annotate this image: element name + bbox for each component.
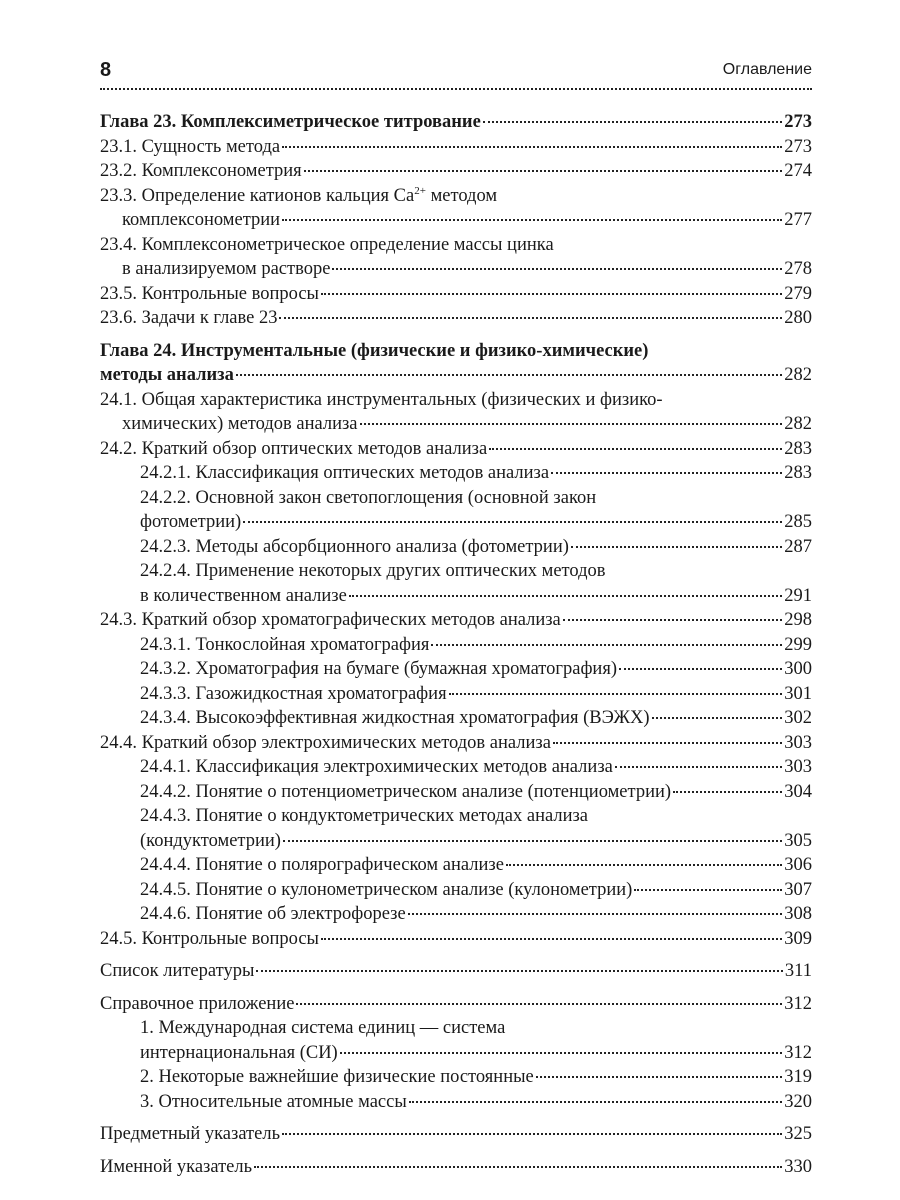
- toc-entry-page: 283: [784, 438, 812, 459]
- superscript-charge: 2+: [414, 184, 426, 197]
- toc-entry-title: Глава 23. Комплексиметрическое титрование: [100, 112, 481, 132]
- toc-appendix[interactable]: [100, 992, 812, 1017]
- dot-leader: [360, 423, 783, 425]
- toc-chapter-23[interactable]: [100, 110, 812, 135]
- toc-entry-page: 319: [784, 1067, 812, 1087]
- toc-entry-title: 24.4.6. Понятие об электрофорезе: [140, 904, 406, 924]
- toc-entry-title: 23.2. Комплексонометрия: [100, 161, 302, 181]
- toc-bibliography[interactable]: [100, 959, 812, 984]
- toc-section-24-4-5[interactable]: [100, 878, 812, 903]
- toc-section-24-2-3[interactable]: [100, 535, 812, 560]
- toc-entry-title-line2: в количественном анализе: [140, 585, 347, 606]
- toc-entry-page: 306: [784, 855, 812, 875]
- table-of-contents: [100, 110, 812, 1179]
- toc-section-23-1[interactable]: [100, 135, 812, 160]
- dot-leader: [283, 840, 782, 842]
- toc-entry-page: 330: [784, 1156, 812, 1177]
- toc-section-24-2-2[interactable]: [100, 486, 812, 535]
- toc-entry-title: 24.2.3. Методы абсорбционного анализа (фотометрии): [140, 536, 569, 557]
- dot-leader: [431, 644, 782, 646]
- toc-entry-title-line2: (кондуктометрии): [140, 830, 281, 851]
- dot-leader: [615, 766, 782, 768]
- dot-leader: [536, 1076, 783, 1078]
- dot-leader: [349, 595, 782, 597]
- toc-section-24-4-2[interactable]: [100, 780, 812, 805]
- toc-entry-page: 303: [784, 757, 812, 777]
- toc-entry-page: 287: [784, 536, 812, 557]
- dot-leader: [243, 521, 782, 523]
- toc-entry-page: 277: [784, 210, 812, 230]
- dot-leader: [652, 717, 783, 719]
- toc-entry-page: 274: [784, 161, 812, 181]
- dot-leader: [321, 293, 782, 295]
- toc-appendix-1[interactable]: [100, 1016, 812, 1065]
- toc-entry-title: 24.3. Краткий обзор хроматографических методов анализа: [100, 610, 561, 630]
- toc-entry-page: 285: [784, 512, 812, 532]
- toc-entry-page: 312: [784, 993, 812, 1014]
- toc-section-24-4-6[interactable]: [100, 902, 812, 927]
- toc-section-24-4[interactable]: [100, 731, 812, 756]
- toc-section-24-3-3[interactable]: [100, 682, 812, 707]
- toc-section-24-4-1[interactable]: [100, 755, 812, 780]
- toc-entry-page: 298: [784, 610, 812, 630]
- toc-entry-page: 305: [784, 830, 812, 851]
- toc-entry-title: Предметный указатель: [100, 1124, 281, 1144]
- toc-entry-title-line2: интернациональная (СИ): [140, 1042, 338, 1063]
- toc-entry-page: 278: [784, 259, 812, 279]
- toc-entry-page: 312: [784, 1042, 812, 1063]
- toc-entry-title: 24.4.5. Понятие о кулонометрическом анализе (кулонометрии): [140, 879, 633, 900]
- toc-entry-page: 301: [784, 683, 812, 704]
- toc-appendix-2[interactable]: [100, 1065, 812, 1090]
- toc-section-24-3-4[interactable]: [100, 706, 812, 731]
- toc-entry-page: 303: [784, 732, 812, 753]
- dot-leader: [296, 1003, 782, 1005]
- toc-entry-title: 24.2.1. Классификация оптических методов анализа: [140, 463, 550, 483]
- toc-entry-title-line1: Глава 24. Инструментальные (физические и физико-химические): [100, 340, 649, 361]
- toc-entry-title: 23.1. Сущность метода: [100, 136, 281, 157]
- toc-entry-title: 24.4.4. Понятие о полярографическом анализе: [140, 855, 504, 875]
- toc-entry-title: Именной указатель: [100, 1156, 253, 1177]
- dot-leader: [673, 791, 782, 793]
- dot-leader: [304, 170, 783, 172]
- toc-entry-title-line2: химических) методов анализа: [122, 414, 358, 434]
- toc-section-24-5[interactable]: [100, 927, 812, 952]
- toc-section-24-4-4[interactable]: [100, 853, 812, 878]
- toc-entry-page: 304: [784, 781, 812, 802]
- dot-leader: [282, 146, 782, 148]
- toc-entry-page: 273: [784, 112, 812, 132]
- toc-entry-title-line1: 24.1. Общая характеристика инструментальных (физических и физико-: [100, 389, 663, 410]
- toc-entry-page: 282: [784, 365, 812, 385]
- dot-leader: [282, 219, 782, 221]
- toc-entry-page: 320: [784, 1091, 812, 1112]
- toc-entry-title-line2: методы анализа: [100, 365, 234, 385]
- text-part: методом: [425, 185, 498, 206]
- toc-entry-page: 282: [784, 414, 812, 434]
- toc-entry-title: 24.2. Краткий обзор оптических методов анализа: [100, 438, 488, 459]
- dot-leader: [321, 938, 782, 940]
- toc-entry-title-line1: 24.2.4. Применение некоторых других оптических методов: [140, 561, 606, 581]
- toc-section-24-3[interactable]: [100, 608, 812, 633]
- toc-entry-title-line1: 23.4. Комплексонометрическое определение массы цинка: [100, 234, 554, 255]
- toc-entry-title-line1: 24.4.3. Понятие о кондуктометрических методах анализа: [140, 806, 589, 826]
- toc-section-24-3-2[interactable]: [100, 657, 812, 682]
- dot-leader: [409, 1101, 782, 1103]
- toc-section-24-2-1[interactable]: [100, 461, 812, 486]
- toc-entry-title: Справочное приложение: [100, 993, 295, 1014]
- dot-leader: [279, 317, 782, 319]
- dot-leader: [282, 1133, 782, 1135]
- dot-leader: [254, 1166, 782, 1168]
- toc-entry-title: 24.3.4. Высокоэффективная жидкостная хроматография (ВЭЖХ): [140, 708, 650, 728]
- toc-entry-title: 23.6. Задачи к главе 23: [100, 308, 278, 328]
- toc-entry-title: 3. Относительные атомные массы: [140, 1091, 407, 1112]
- dot-leader: [256, 970, 783, 972]
- toc-section-23-5[interactable]: [100, 282, 812, 307]
- toc-section-23-4[interactable]: [100, 233, 812, 282]
- toc-entry-page: 309: [784, 928, 812, 949]
- toc-entry-page: 299: [784, 634, 812, 655]
- toc-name-index[interactable]: [100, 1155, 812, 1180]
- toc-entry-title-line1: 1. Международная система единиц — система: [140, 1018, 506, 1038]
- toc-entry-title-line2: в анализируемом растворе: [122, 259, 331, 279]
- toc-section-24-2[interactable]: [100, 437, 812, 462]
- page-number: 8: [100, 59, 112, 81]
- dot-leader: [551, 472, 782, 474]
- toc-section-24-2-4[interactable]: [100, 559, 812, 608]
- toc-entry-page: 279: [784, 283, 812, 304]
- dot-leader: [506, 864, 782, 866]
- dot-leader: [332, 268, 782, 270]
- toc-entry-page: 311: [784, 961, 812, 981]
- toc-entry-page: 291: [784, 585, 812, 606]
- toc-entry-page: 325: [784, 1124, 812, 1144]
- toc-section-24-1[interactable]: [100, 388, 812, 437]
- toc-entry-title: 24.4.2. Понятие о потенциометрическом анализе (потенциометрии): [140, 781, 672, 802]
- dot-leader: [449, 693, 783, 695]
- toc-entry-title: 24.3.1. Тонкослойная хроматография: [140, 634, 430, 655]
- toc-entry-page: 283: [784, 463, 812, 483]
- dot-leader: [489, 448, 782, 450]
- toc-section-24-4-3[interactable]: [100, 804, 812, 853]
- dot-leader: [553, 742, 782, 744]
- toc-entry-title: Список литературы: [100, 961, 255, 981]
- toc-section-23-2[interactable]: [100, 159, 812, 184]
- toc-section-23-6[interactable]: [100, 306, 812, 331]
- dot-leader: [483, 121, 782, 123]
- toc-entry-title-line1: [100, 184, 812, 209]
- toc-entry-title-line1: 24.2.2. Основной закон светопоглощения (основной закон: [140, 487, 597, 508]
- toc-entry-page: 307: [784, 879, 812, 900]
- toc-entry-page: 273: [784, 136, 812, 157]
- dot-leader: [563, 619, 782, 621]
- toc-subject-index[interactable]: [100, 1122, 812, 1147]
- toc-entry-page: 308: [784, 904, 812, 924]
- dot-leader: [634, 889, 782, 891]
- dot-leader: [571, 546, 782, 548]
- toc-entry-page: 302: [784, 708, 812, 728]
- toc-entry-title: 24.5. Контрольные вопросы: [100, 928, 319, 949]
- toc-entry-title: 24.3.3. Газожидкостная хроматография: [140, 683, 447, 704]
- page-header: [100, 56, 812, 90]
- toc-entry-title: 24.4. Краткий обзор электрохимических методов анализа: [100, 732, 551, 753]
- toc-appendix-3[interactable]: [100, 1090, 812, 1115]
- dot-leader: [408, 913, 783, 915]
- toc-entry-page: 280: [784, 308, 812, 328]
- dot-leader: [236, 374, 782, 376]
- toc-entry-title-line2: комплексонометрии: [122, 210, 281, 230]
- toc-entry-title: 24.4.1. Классификация электрохимических методов анализа: [140, 757, 613, 777]
- running-title: Оглавление: [722, 61, 812, 78]
- toc-section-24-3-1[interactable]: [100, 633, 812, 658]
- toc-entry-title: 24.3.2. Хроматография на бумаге (бумажная хроматография): [140, 659, 618, 679]
- toc-entry-page: 300: [784, 659, 812, 679]
- toc-section-23-3[interactable]: [100, 184, 812, 233]
- dot-leader: [340, 1052, 783, 1054]
- toc-entry-title: 23.5. Контрольные вопросы: [100, 283, 319, 304]
- toc-entry-title: 2. Некоторые важнейшие физические постоянные: [140, 1067, 534, 1087]
- toc-entry-title-line2: фотометрии): [140, 512, 242, 532]
- text-part: 23.3. Определение катионов кальция Ca: [100, 185, 415, 206]
- toc-chapter-24[interactable]: [100, 339, 812, 388]
- dot-leader: [619, 668, 782, 670]
